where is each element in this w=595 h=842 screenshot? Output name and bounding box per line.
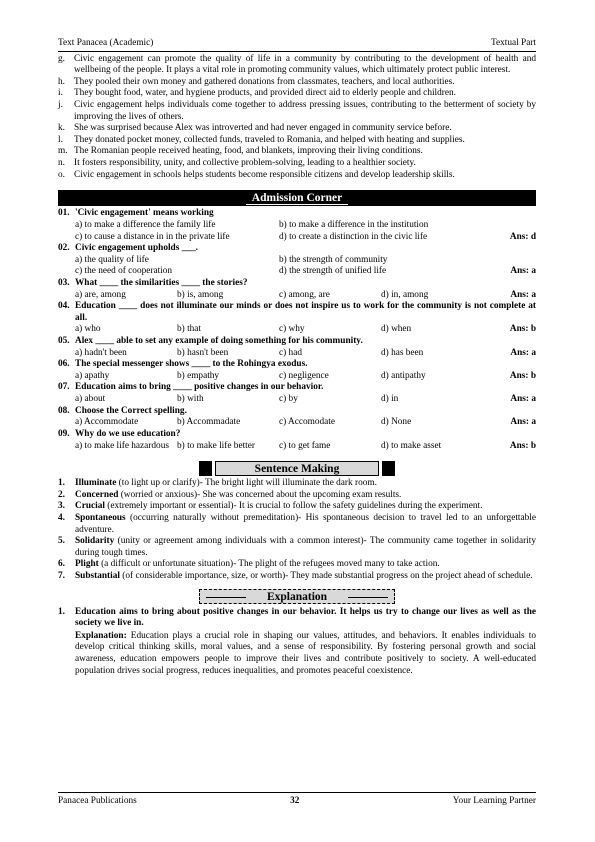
word-definition: (unity or agreement among individuals with a common interest)- The community came together in solidarity during tough times. [75, 536, 536, 558]
footer-left: Panacea Publications [58, 796, 137, 806]
option: c) to cause a distance in in the private life [75, 231, 230, 242]
item-key: g. [58, 53, 65, 64]
item-key: j. [58, 100, 63, 111]
option: d) has been [381, 347, 424, 358]
option: d) None [381, 417, 412, 428]
item-text [75, 571, 536, 583]
list-item [58, 478, 536, 490]
answer-key: Ans: a [510, 289, 536, 300]
option: d) antipathy [381, 370, 426, 381]
item-text [75, 559, 536, 571]
options-row [58, 394, 536, 406]
sentence-making-list [58, 478, 536, 582]
footer-right: Your Learning Partner [452, 796, 536, 806]
question-number: 08. [58, 405, 70, 416]
option: d) in [381, 394, 399, 405]
word-definition: (of considerable importance, size, or worth)- They made substantial progress on the project ahead of schedule. [119, 570, 533, 581]
question-text: Alex ____ able to set any example of doing something for his community. [75, 336, 363, 347]
mcq-question [58, 278, 536, 301]
option: c) to get fame [279, 440, 331, 451]
question-number: 09. [58, 428, 70, 439]
page-number: 32 [290, 796, 300, 806]
item-key: k. [58, 123, 65, 134]
explanation-question: Education aims to bring about positive changes in our behavior. It helps us try to change our lives as well as the society we live in. [75, 606, 536, 629]
question-number: 02. [58, 243, 70, 254]
item-text: They bought food, water, and hygiene products, and provided direct aid to elderly people and children. [74, 88, 456, 99]
item-text [75, 607, 536, 678]
explanation-label: Explanation: [75, 630, 127, 641]
item-text: Civic engagement in schools helps students become responsible citizens and develop leadership skills. [74, 169, 455, 180]
question-stem [58, 208, 536, 220]
question-text: Choose the Correct spelling. [75, 405, 187, 416]
item-text [75, 478, 536, 490]
question-number: 01. [58, 208, 70, 219]
word-definition: (extremely important or essential)- It is crucial to follow the safety guidelines during the experiment. [104, 501, 483, 512]
item-number: 1. [58, 606, 65, 617]
mcq-question [58, 243, 536, 278]
question-stem [58, 406, 536, 418]
question-number: 06. [58, 359, 70, 370]
option: a) to make life hazardous [75, 440, 169, 451]
option: a) hadn't been [75, 347, 127, 358]
explanation-text: Education plays a crucial role in shaping our values, attitudes, and behaviors. It enables individuals to develop critical thinking skills, moral values, and a sense of responsibility. By fostering personal growth and social awareness, education empowers people to improve their lives and contribute positively to society. A well-educated population drives social progress, reduces inequalities, and promotes peaceful coexistence. [75, 630, 536, 676]
vocab-word: Spontaneous [75, 512, 126, 523]
options-row [58, 417, 536, 429]
option: d) in, among [381, 289, 429, 300]
answer-key: Ans: a [510, 417, 536, 428]
question-stem [58, 301, 536, 324]
mcq-question [58, 208, 536, 243]
question-number: 07. [58, 382, 70, 393]
vocab-word: Crucial [75, 501, 105, 512]
options-row [58, 290, 536, 302]
mcq-question [58, 359, 536, 382]
list-item [58, 158, 536, 170]
answer-key: Ans: a [510, 394, 536, 405]
explanation-heading: Explanation [199, 589, 395, 604]
item-number: 5. [58, 536, 65, 547]
list-item [58, 571, 536, 583]
option: a) to make a difference the family life [75, 219, 216, 230]
item-text: Civic engagement can promote the quality of life in a community by contributing to the development of health and wellbeing of the people. It plays a vital role in promoting community values, which ultimately protect public interest. [74, 53, 536, 76]
question-stem [58, 278, 536, 290]
option: c) among, are [279, 289, 330, 300]
options-row [58, 324, 536, 336]
word-definition: (occurring naturally without premeditation)- His spontaneous decision to travel led to an unforgettable adventure. [75, 512, 536, 535]
item-text [75, 490, 536, 502]
option: a) Accommodate [75, 417, 139, 428]
heading-block-left [199, 461, 212, 476]
list-item [58, 559, 536, 571]
option: c) the need of cooperation [75, 266, 173, 277]
question-number: 05. [58, 336, 70, 347]
item-text [75, 513, 536, 536]
option: b) hasn't been [177, 347, 229, 358]
option: b) to make a difference in the institution [279, 219, 429, 230]
option: a) who [75, 324, 101, 335]
item-key: o. [58, 169, 65, 180]
answer-key: Ans: a [510, 266, 536, 277]
option: a) the quality of life [75, 254, 149, 265]
item-number: 1. [58, 478, 65, 489]
options-row [58, 220, 536, 232]
vocab-word: Substantial [75, 570, 120, 581]
option: d) when [381, 324, 412, 335]
page-header [58, 38, 536, 52]
option: b) is, among [177, 289, 224, 300]
sentence-making-heading: Sentence Making [199, 461, 395, 476]
item-text: They donated pocket money, collected funds, traveled to Romania, and helped with heating and supplies. [74, 134, 465, 145]
vocab-word: Concerned [75, 489, 119, 500]
mcq-question [58, 406, 536, 429]
question-stem [58, 429, 536, 441]
word-definition: (worried or anxious)- She was concerned about the upcoming exam results. [118, 489, 402, 500]
answer-key: Ans: b [509, 324, 536, 335]
heading-block-right [382, 461, 395, 476]
answer-key: Ans: a [510, 347, 536, 358]
question-text: Why do we use education? [75, 428, 181, 439]
header-left: Text Panacea (Academic) [58, 38, 154, 48]
option: a) apathy [75, 370, 110, 381]
list-item [58, 607, 536, 678]
list-item [58, 77, 536, 89]
vocab-word: Plight [75, 559, 99, 570]
option: b) empathy [177, 370, 220, 381]
option: b) to make life better [177, 440, 255, 451]
vocab-word: Solidarity [75, 536, 115, 547]
item-number: 6. [58, 559, 65, 570]
list-item [58, 513, 536, 536]
item-text: It fosters responsibility, unity, and collective problem-solving, leading to a healthier society. [74, 158, 416, 169]
option: c) had [279, 347, 302, 358]
mcq-question [58, 429, 536, 452]
question-text: What ____ the similarities ____ the stories? [75, 277, 248, 288]
item-text: She was surprised because Alex was introverted and had never engaged in community service before. [74, 123, 452, 134]
options-row [58, 348, 536, 360]
mcq-question [58, 336, 536, 359]
answer-key: Ans: b [509, 440, 536, 451]
list-item [58, 536, 536, 559]
options-row [58, 266, 536, 278]
mcq-question [58, 382, 536, 405]
item-text: The Romanian people received heating, food, and blankets, improving their living conditions. [74, 146, 423, 157]
list-item [58, 170, 536, 182]
question-number: 04. [58, 301, 70, 312]
question-stem [58, 382, 536, 394]
page-content [58, 38, 536, 677]
list-item [58, 490, 536, 502]
question-text: Education aims to bring ____ positive changes in our behavior. [75, 382, 324, 393]
admission-corner-heading: Admission Corner [58, 190, 536, 206]
page-footer [58, 792, 536, 808]
list-item [58, 501, 536, 513]
list-item [58, 88, 536, 100]
option: b) the strength of community [279, 254, 388, 265]
option: a) about [75, 394, 106, 405]
list-item [58, 123, 536, 135]
word-definition: (to light up or clarify)- The bright light will illuminate the dark room. [116, 478, 377, 489]
question-text: The special messenger shows ____ to the Rohingya exodus. [75, 359, 308, 370]
list-item [58, 146, 536, 158]
explanation-body [75, 631, 536, 677]
options-row [58, 232, 536, 244]
option: c) negligence [279, 370, 329, 381]
item-key: h. [58, 76, 65, 87]
item-number: 4. [58, 512, 65, 523]
item-text [75, 501, 536, 513]
option: b) with [177, 394, 204, 405]
vocab-word: Illuminate [75, 478, 117, 489]
options-row [58, 255, 536, 267]
answer-key: Ans: b [509, 370, 536, 381]
item-number: 7. [58, 570, 65, 581]
item-key: i. [58, 88, 63, 99]
answer-key: Ans: d [509, 231, 536, 242]
question-text: 'Civic engagement' means working [75, 208, 214, 219]
option: d) the strength of unified life [279, 266, 387, 277]
question-stem [58, 359, 536, 371]
list-item [58, 135, 536, 147]
header-right: Textual Part [490, 38, 536, 48]
option: b) Accommadate [177, 417, 241, 428]
item-key: n. [58, 158, 65, 169]
options-row [58, 371, 536, 383]
list-item [58, 100, 536, 123]
question-text: Civic engagement upholds ___. [75, 243, 198, 254]
mcq-question [58, 301, 536, 336]
item-key: l. [58, 134, 63, 145]
mcq-list [58, 208, 536, 452]
item-text: They pooled their own money and gathered donations from classmates, teachers, and local authorities. [74, 76, 455, 87]
option: c) Accomodate [279, 417, 336, 428]
options-row [58, 441, 536, 453]
item-text [75, 536, 536, 559]
option: a) are, among [75, 289, 126, 300]
option: b) that [177, 324, 202, 335]
item-key: m. [58, 146, 68, 157]
question-stem [58, 336, 536, 348]
option: d) to make asset [381, 440, 442, 451]
word-definition: (a difficult or unfortunate situation)- The plight of the refugees moved many to take action. [98, 559, 440, 570]
question-number: 03. [58, 277, 70, 288]
option: c) why [279, 324, 305, 335]
item-number: 2. [58, 489, 65, 500]
answer-points-list [58, 54, 536, 182]
option: c) by [279, 394, 298, 405]
question-text: Education ____ does not illuminate our minds or does not inspire us to work for the community is not complete at all. [75, 301, 536, 323]
item-number: 3. [58, 501, 65, 512]
item-text: Civic engagement helps individuals come together to address pressing issues, contributing to the betterment of society by improving the lives of others. [74, 100, 536, 122]
list-item [58, 54, 536, 77]
option: d) to create a distinction in the civic life [279, 231, 428, 242]
explanation-list [58, 607, 536, 678]
question-stem [58, 243, 536, 255]
